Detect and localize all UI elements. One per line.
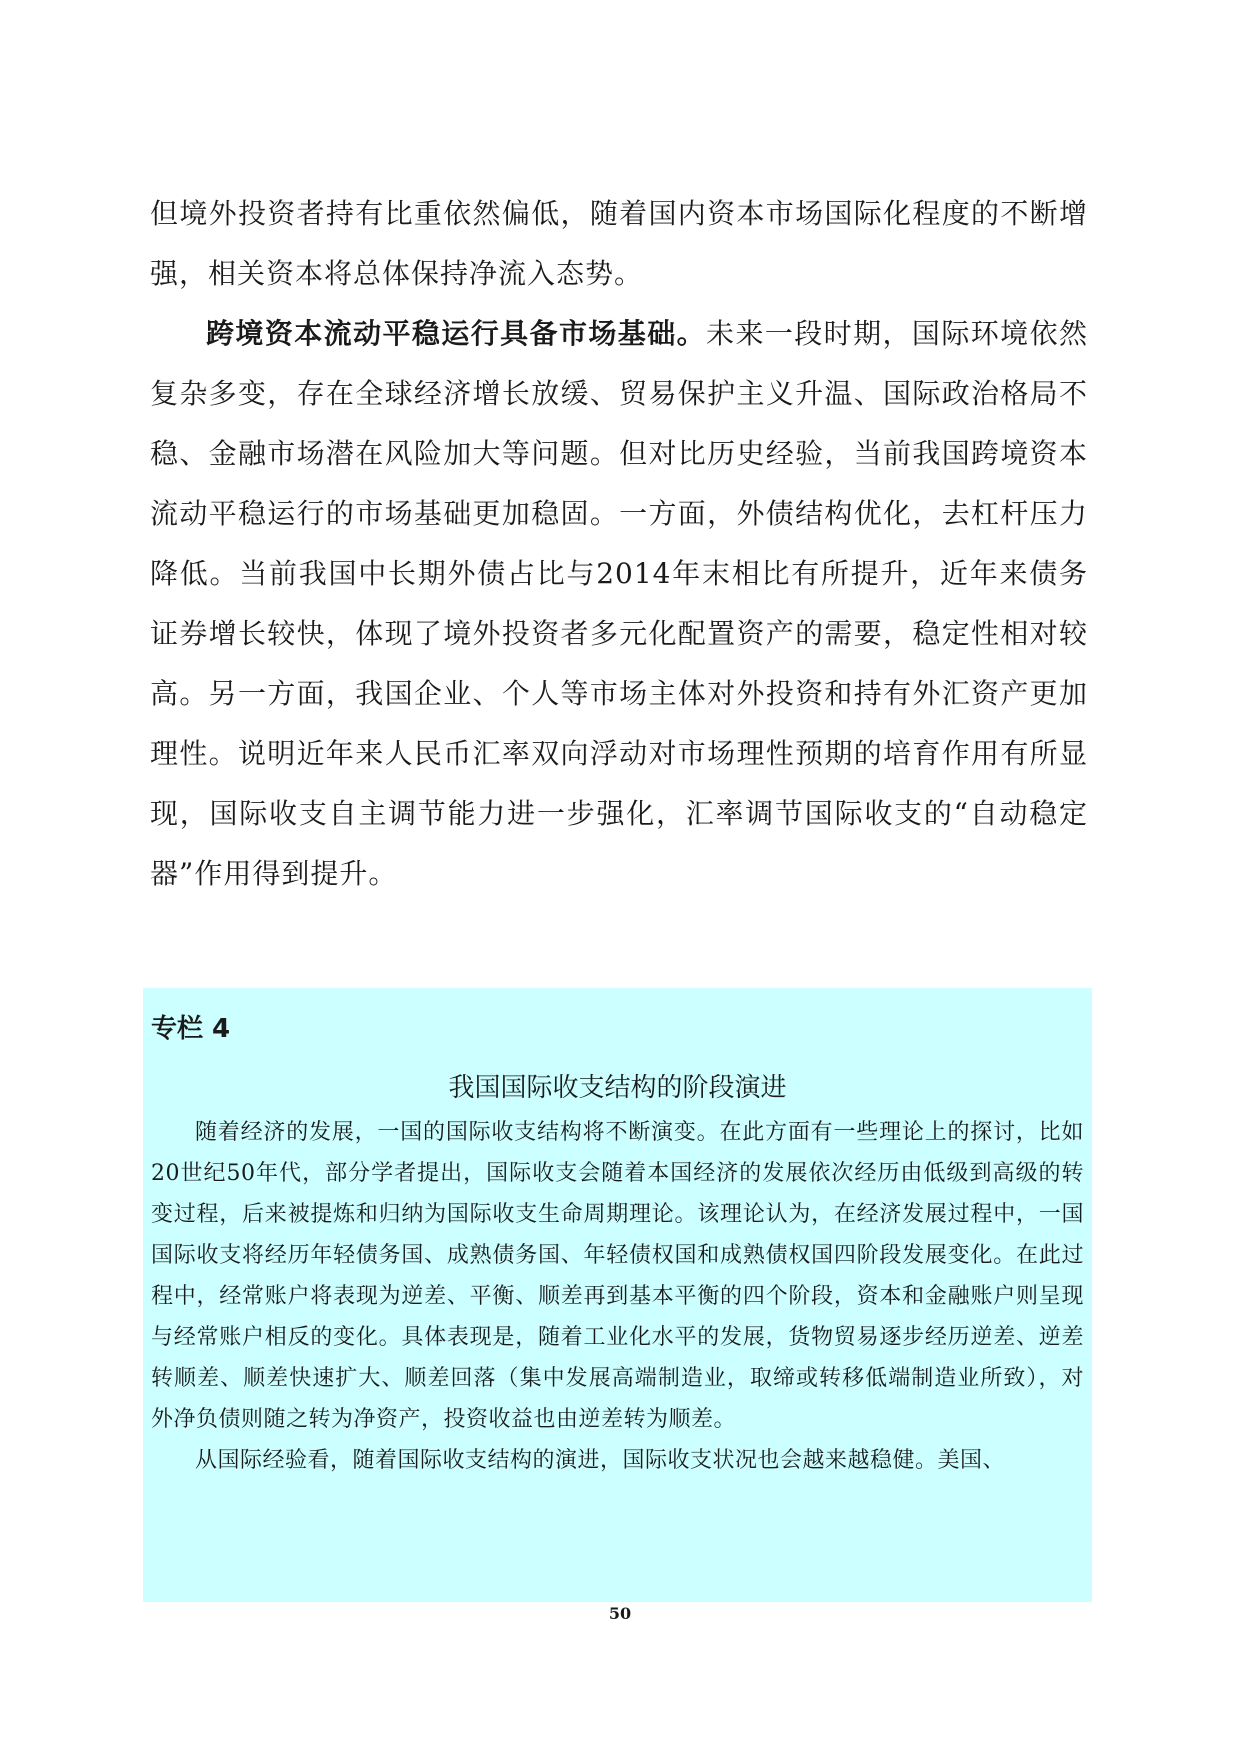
column-paragraph: 从国际经验看，随着国际收支结构的演进，国际收支状况也会越来越稳健。美国、 [195,1448,1006,1473]
column-paragraph: 随着经济的发展，一国的国际收支结构将不断演变。在此方面有一些理论上的探讨，比如20世纪50年代，部分学者提出，国际收支会随着本国经济的发展依次经历由低级到高级的转变过程，后来被提炼和归纳为国际收支生命周期理论。该理论认为，在经济发展过程中，一国国际收支将经历年轻债务国、成熟债务国、年轻债权国和成熟债权国四阶段发展变化。在此过程中，经常账户将表现为逆差、平衡、顺差再到基本平衡的四个阶段，资本和金融账户则呈现与经常账户相反的变化。具体表现是，随着工业化水平的发展，货物贸易逐步经历逆差、逆差转顺差、顺差快速扩大、顺差回落（集中发展高端制造业，取缔或转移低端制造业所致），对外净负债则随之转为净资产，投资收益也由逆差转为顺差。 [151,1120,1084,1432]
paragraph-capital-flow [150,304,1088,904]
main-text [150,184,1088,904]
column-title: 我国国际收支结构的阶段演进 [448,1073,787,1103]
paragraph-continuation [150,184,1088,304]
paragraph-lead: 跨境资本流动平稳运行具备市场基础。 [206,317,707,350]
column-box [143,988,1092,1602]
column-label: 专栏 4 [151,1014,231,1044]
paragraph-text: 但境外投资者持有比重依然偏低，随着国内资本市场国际化程度的不断增强，相关资本将总体保持净流入态势。 [150,197,1088,290]
paragraph-text: 未来一段时期，国际环境依然复杂多变，存在全球经济增长放缓、贸易保护主义升温、国际政治格局不稳、金融市场潜在风险加大等问题。但对比历史经验，当前我国跨境资本流动平稳运行的市场基础更加稳固。一方面，外债结构优化，去杠杆压力降低。当前我国中长期外债占比与2014年末相比有所提升，近年来债务证券增长较快，体现了境外投资者多元化配置资产的需要，稳定性相对较高。另一方面，我国企业、个人等市场主体对外投资和持有外汇资产更加理性。说明近年来人民币汇率双向浮动对市场理性预期的培育作用有所显现，国际收支自主调节能力进一步强化，汇率调节国际收支的“自动稳定器”作用得到提升。 [150,317,1088,890]
page-number: 50 [608,1604,632,1623]
